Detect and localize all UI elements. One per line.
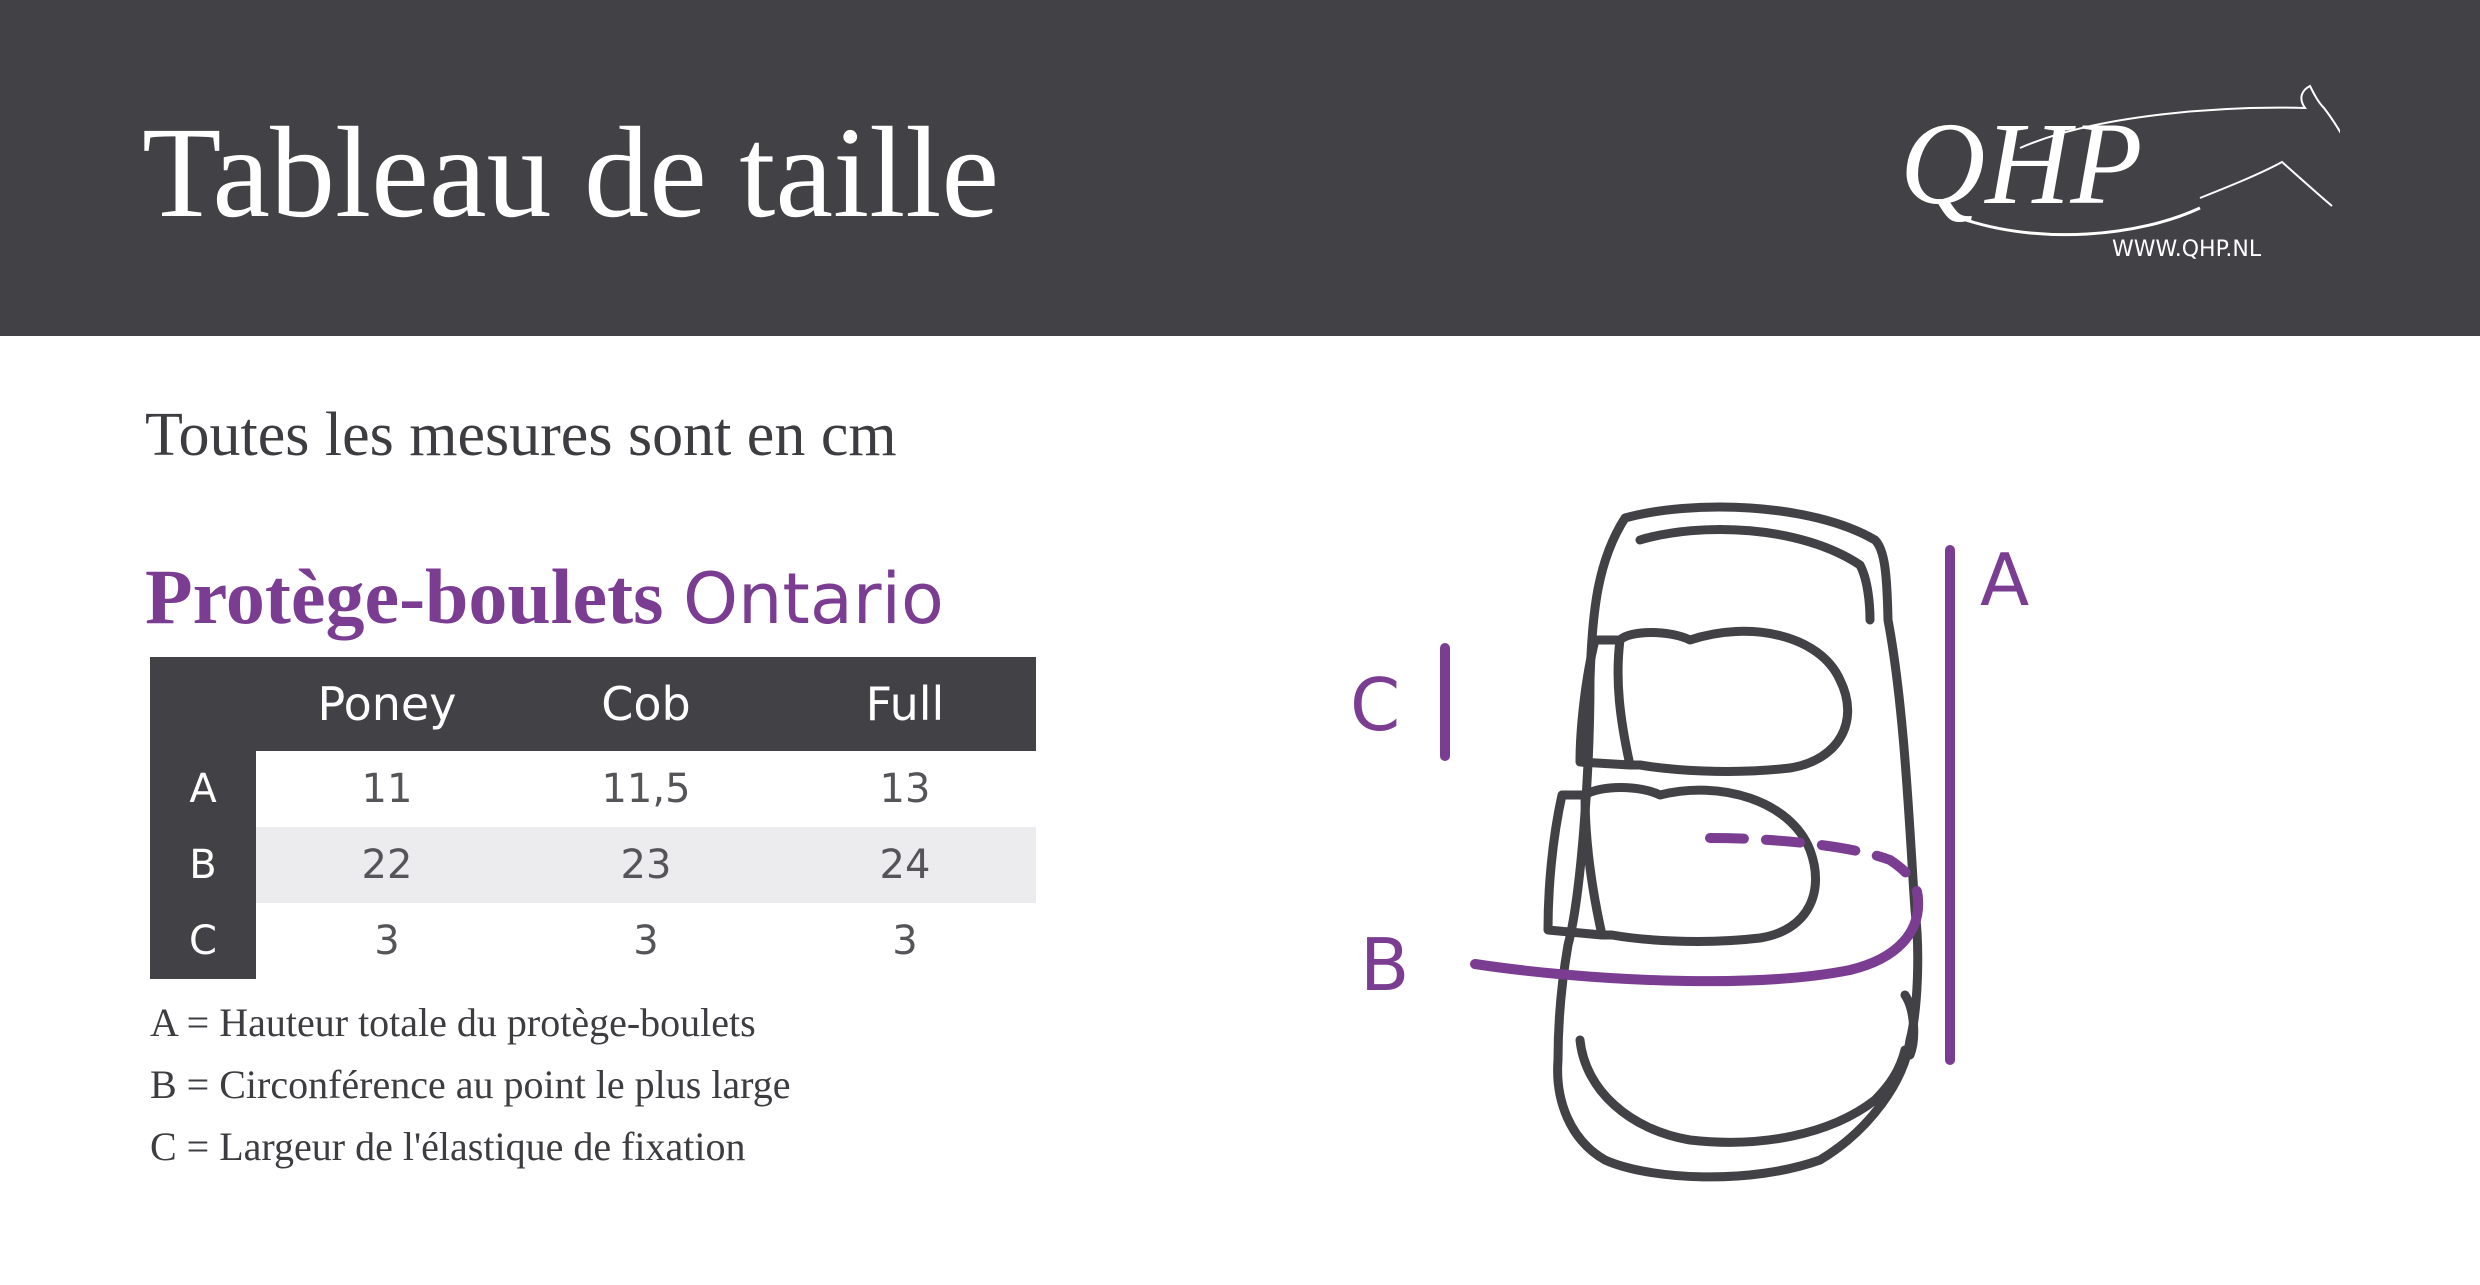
logo-text: QHP: [1900, 98, 2143, 229]
product-title: [145, 550, 944, 644]
product-name-part2: Ontario: [682, 558, 944, 640]
product-name-part1: Protège-boulets: [145, 553, 664, 640]
table-corner-cell: [150, 657, 256, 751]
column-header: Poney: [256, 657, 518, 751]
table-row: [150, 827, 1036, 903]
table-header-row: [150, 657, 1036, 751]
table-cell: 24: [774, 827, 1036, 903]
legend-item: B = Circonférence au point le plus large: [150, 1062, 791, 1107]
measurement-note: Toutes les mesures sont en cm: [145, 401, 897, 469]
row-label: B: [150, 827, 256, 903]
legend-item: A = Hauteur totale du protège-boulets: [150, 1000, 756, 1045]
strap-upper: [1618, 631, 1848, 771]
label-a: A: [1980, 538, 2030, 622]
legend-item: C = Largeur de l'élastique de fixation: [150, 1124, 746, 1169]
boot-inner-outline: [1640, 529, 1870, 620]
label-b: B: [1360, 923, 1410, 1007]
table-cell: 11: [361, 766, 413, 812]
logo-url: WWW.QHP.NL: [2112, 237, 2262, 262]
table-cell: 11,5: [601, 766, 691, 812]
table-cell: 3: [633, 918, 659, 964]
row-label: A: [150, 751, 256, 827]
label-c: C: [1350, 663, 1401, 747]
column-header: Cob: [518, 657, 774, 751]
table-cell: 3: [892, 918, 918, 964]
size-table: [150, 657, 1036, 979]
table-cell: 23: [518, 827, 774, 903]
row-label: C: [150, 903, 256, 979]
table-cell: 13: [879, 766, 931, 812]
strap-lower: [1585, 788, 1816, 942]
page-title: Tableau de taille: [142, 101, 1000, 245]
table-cell: 22: [256, 827, 518, 903]
table-row: [150, 903, 1036, 979]
fetlock-boot-diagram: [1330, 480, 2090, 1200]
qhp-logo: [1900, 78, 2340, 268]
measurement-legend: [150, 992, 791, 1178]
table-row: [150, 751, 1036, 827]
column-header: Full: [774, 657, 1036, 751]
table-cell: 3: [374, 918, 400, 964]
header-bar: [0, 0, 2480, 336]
